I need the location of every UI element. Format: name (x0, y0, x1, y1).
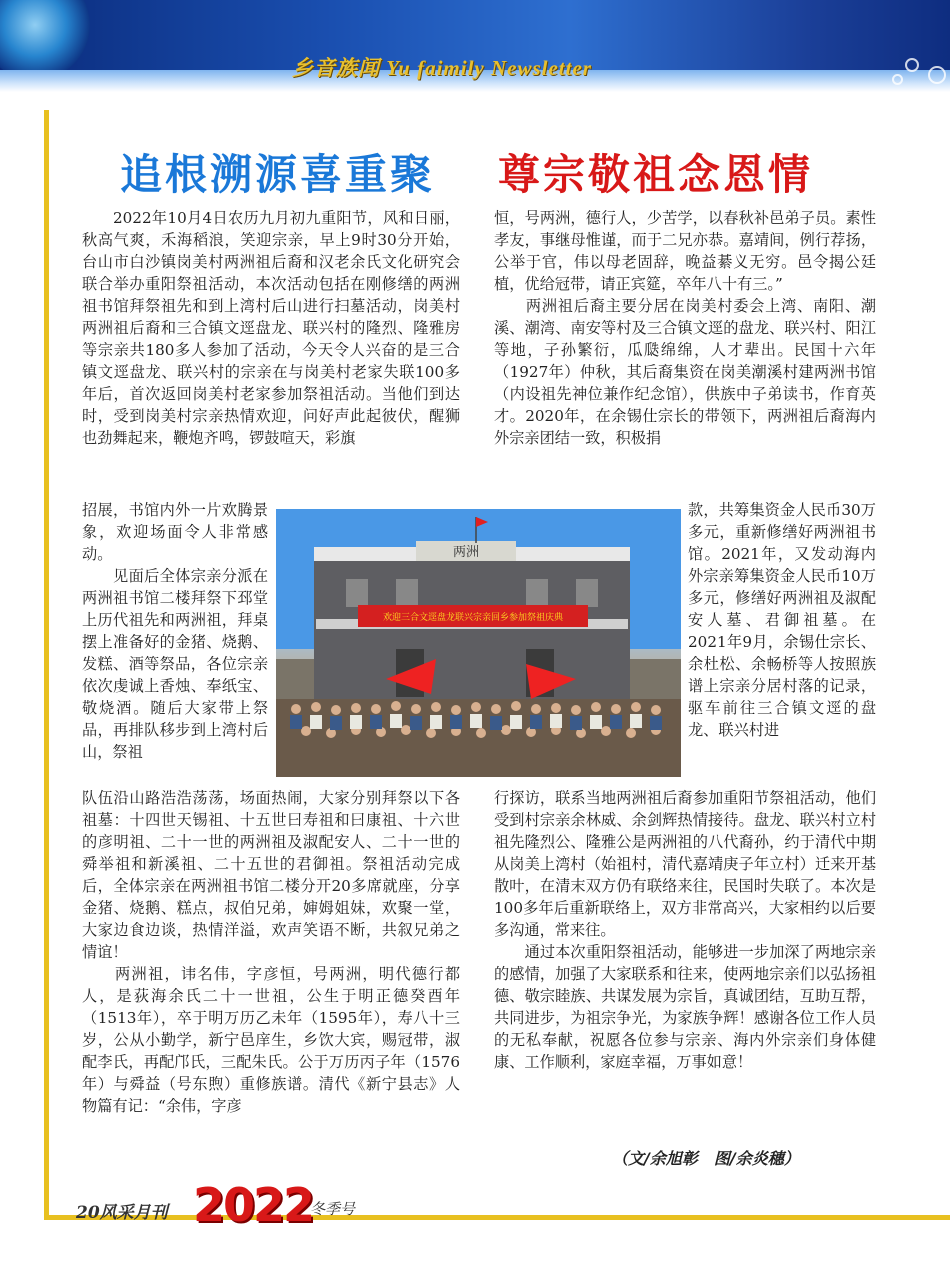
newsletter-title: 乡音族闻 Yu faimily Newsletter (292, 56, 592, 80)
decor-bubble (905, 58, 919, 72)
gold-border-vertical (44, 110, 49, 1220)
headline-left: 追根溯源喜重聚 (120, 150, 436, 199)
article-credit: （文/余旭彰 图/余炎穗） (612, 1149, 800, 1168)
article-left-top: 2022年10月4日农历九月初九重阳节，风和日丽，秋高气爽，禾海稻浪，笑迎宗亲，早上9时30分开始，台山市白沙镇岗美村两洲祖后裔和汉老余氏文化研究会联合举办重阳祭祖活动，本次活动包括在刚修缮的两洲祖书馆拜祭祖先和到上湾村后山进行扫墓活动，岗美村两洲祖后裔和三合镇文逕盘龙、联兴村的隆烈、隆雅房等宗亲共180多人参加了活动，今天令人兴奋的是三合镇文逕盘龙、联兴村的宗亲在与岗美村老家失联100多年后，首次返回岗美村老家参加祭祖活动。当他们到达时，受到岗美村宗亲热情欢迎，问好声此起彼伏，醒狮也劲舞起来，鞭炮齐鸣，锣鼓喧天，彩旗 (82, 209, 460, 447)
building-sign: 两洲 (452, 545, 480, 560)
article-right-bottom: 行探访，联系当地两洲祖后裔参加重阳节祭祖活动，他们受到村宗亲余林威、余剑辉热情接待。盘龙、联兴村立村祖先隆烈公、隆雅公是两洲祖的八代裔孙，约于清代中期从岗美上湾村（始祖村，清代嘉靖庚子年立村）迁来开基散叶，在清末双方仍有联络来往，民国时失联了。本次是100多年后重新联络上，双方非常高兴，大家相约以后要多沟通，常来往。 通过本次重阳祭祖活动，能够进一步加深了两地宗亲的感情，加强了大家联系和往来，使两地宗亲们以弘扬祖德、敬宗睦族、共谋发展为宗旨，真诚团结，互助互帮，共同进步，为祖宗争光，为家族争辉！感谢各位工作人员的无私奉献，祝愿各位参与宗亲、海内外宗亲们身体健康、工作顺利，家庭幸福，万事如意！ (494, 789, 876, 1071)
header-banner (0, 0, 950, 92)
footer-year: 2022 (193, 1178, 314, 1232)
headline-right: 尊宗敬祖念恩情 (498, 150, 814, 199)
article-photo (276, 509, 681, 777)
article-right-wrap: 款，共筹集资金人民币30万多元，重新修缮好两洲祖书馆。2021年，又发动海内外宗亲筹集资金人民币10万多元，修缮好两洲祖及淑配安人墓、君御祖墓。在2021年9月，余锡仕宗长、余杜松、余畅桥等人按照族谱上宗亲分居村落的记录，驱车前往三合镇文逕的盘龙、联兴村进 (688, 501, 876, 739)
welcome-banner-text: 欢迎三合文逕盘龙联兴宗亲回乡参加祭祖庆典 (382, 613, 564, 623)
article-left-bottom: 队伍沿山路浩浩荡荡，场面热闹，大家分别拜祭以下各祖墓：十四世天锡祖、十五世曰寿祖和曰康祖、十六世的彦明祖、二十一世的两洲祖及淑配安人、二十一世的舜举祖和新溪祖、二十五世的君御祖。祭祖活动完成后，全体宗亲在两洲祖书馆二楼分开20多席就座，分享金猪、烧鹅、糕点，叔伯兄弟，婶姆姐妹，欢聚一堂，大家边食边谈，热情洋溢，欢声笑语不断，共叙兄弟之情谊！ 两洲祖，讳名伟，字彦恒，号两洲，明代德行都人，是荻海余氏二十一世祖，公生于明正德癸酉年（1513年），卒于明万历乙未年（1595年），寿八十三岁，公从小勤学，新宁邑庠生，乡饮大宾，赐冠带，淑配李氏，再配邝氏，三配朱氏。公于万历丙子年（1576年）与舜益（号东煦）重修族谱。清代《新宁县志》人物篇有记：“余伟，字彦 (82, 789, 460, 1115)
gold-border-horizontal (44, 1215, 950, 1220)
decor-bubble (892, 74, 903, 85)
photo-illustration (276, 509, 681, 777)
footer-magazine-name: 20风采月刊 (76, 1203, 168, 1223)
article-right-top: 恒，号两洲，德行人，少苦学，以春秋补邑弟子员。素性孝友，事继母惟谨，而于二兄亦恭。嘉靖间，例行荐扬，公举于官，伟以母老固辞，晚益綦义无穷。邑令揭公廷植，优给冠带，请正宾筵，卒年八十有三。” 两洲祖后裔主要分居在岗美村委会上湾、南阳、潮溪、潮湾、南安等村及三合镇文逕的盘龙、联兴村、阳江等地，子孙繁衍，瓜瓞绵绵，人才辈出。民国十六年（1927年）仲秋，其后裔集资在岗美潮溪村建两洲书馆（内设祖先神位兼作纪念馆），供族中子弟读书，作育英才。2020年，在余锡仕宗长的带领下，两洲祖后裔海内外宗亲团结一致，积极捐 (494, 209, 876, 447)
footer-season: 冬季号 (310, 1200, 356, 1218)
article-left-wrap: 招展，书馆内外一片欢腾景象，欢迎场面令人非常感动。 见面后全体宗亲分派在两洲祖书馆二楼拜祭下邳堂上历代祖先和两洲祖，拜桌摆上准备好的金猪、烧鹅、发糕、酒等祭品，各位宗亲依次虔诚上香烛、奉纸宝、敬烧酒。随后大家带上祭品，再排队移步到上湾村后山，祭祖 (82, 501, 268, 761)
decor-bubble (928, 66, 946, 84)
decor-swirl (0, 0, 90, 80)
